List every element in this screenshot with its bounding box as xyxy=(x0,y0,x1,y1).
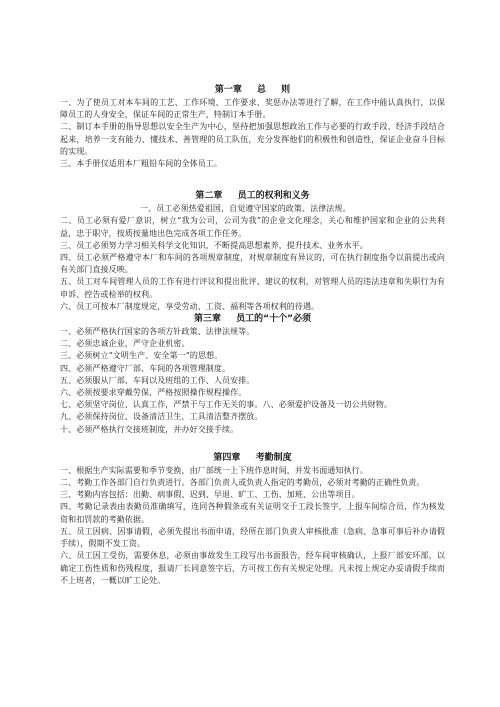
chapter-4 xyxy=(60,452,445,587)
chapter-2-item: 二、员工必须有爱厂意识，树立“我为公司，公司为我”的企业文化理念，关心和维护国家和企业的公共利益，忠于职守，按质按量地出色完成各项工作任务。 xyxy=(60,216,445,238)
chapter-3 xyxy=(60,313,445,436)
chapter-3-item: 九、必须保持岗位、设备清洁卫生，工具清洁整齐摆放。 xyxy=(60,412,263,422)
chapter-1-title-2: 则 xyxy=(281,85,291,95)
chapter-2-title: 员工的权利和义务 xyxy=(237,191,310,202)
chapter-2-item: 四、员工必须严格遵守本厂和车间的各项规章制度，对规章制度有异议的，可在执行制度指令以前提出或向有关部门直接反映。 xyxy=(60,253,445,275)
chapter-4-item: 三、考勤内容包括：出勤、病事假、迟到、早退、旷工、工伤、加班、公出等项目。 xyxy=(60,490,360,500)
chapter-2-number: 第二章 xyxy=(195,191,223,202)
chapter-4-item: 一、根据生产实际需要和季节变换，由厂部统一上下班作息时间，并发书面通知执行。 xyxy=(60,465,368,475)
chapter-3-item: 四、必须严格遵守厂部、车间的各项管理制度。 xyxy=(60,363,231,373)
chapter-3-title: 员工的“十个”必须 xyxy=(236,314,311,325)
chapter-1-title: 总 xyxy=(256,85,266,95)
chapter-3-item: 三、必须树立“文明生产、安全第一”的思想。 xyxy=(60,351,223,361)
chapter-2-item: 五、员工对车间管理人员的工作有进行评议和提出批评、建议的权利，对管理人员的违法违章和失职行为有申诉、控告或检举的权利。 xyxy=(60,277,445,299)
chapter-4-title: 考勤制度 xyxy=(255,452,292,463)
chapter-1-item: 三、本手册仅适用本厂粗铅车间的全体员工。 xyxy=(60,159,222,169)
chapter-3-number: 第三章 xyxy=(194,314,222,325)
chapter-4-number: 第四章 xyxy=(213,452,241,463)
chapter-1-number: 第一章 xyxy=(214,85,242,95)
chapter-4-item: 二、考勤工作各部门自行负责进行。各部门负责人或负责人指定的考勤员，必须对考勤的正确性负责。 xyxy=(60,478,425,488)
chapter-4-item: 四、考勤记录表由表勤员准确填写，连同各种假条或有关证明交于工段长签字，上报车间综合员，作为核发资和扣罚款的考勤依据。 xyxy=(60,502,445,524)
chapter-2-item: 六、员工可按本厂制度规定，享受劳动、工资、福利等各项权利的待遇。 xyxy=(60,301,320,311)
chapter-3-item: 五、必须服从厂部、车间以及班组的工作、人员安排。 xyxy=(60,375,255,385)
chapter-4-item: 六、员工因工受伤，需要休息，必须由事故发生工段写出书面报告，经车间审核确认，上报厂部安环部，以确定工伤性质和伤残程度，报请厂长同意签字后，方可按工伤有关规定处理。凡未按上规定办妥请假手续而不上班者，一概以旷工论处。 xyxy=(60,551,445,585)
chapter-3-item: 一、必须严格执行国家的各项方针政策、法律法规等。 xyxy=(60,327,255,337)
chapter-1-item: 二、制订本手册的指导思想以安全生产为中心，坚持把加强思想政治工作与必要的行政手段、经济手段结合起来，培养一支有能力、懂技术、善管理的员工队伍，充分发挥他们的积极性和创造性，保证企业奋斗目标的实现。 xyxy=(60,122,445,156)
chapter-3-item: 七、必须坚守岗位、认真工作，严禁干与工作无关的事。八、必须爱护设备及一切公共财物。 xyxy=(60,400,393,410)
chapter-4-heading xyxy=(60,452,445,465)
chapter-2-item: 三、员工必须努力学习相关科学文化知识，不断提高思想素养，提升技术、业务水平。 xyxy=(60,240,368,250)
chapter-1 xyxy=(60,84,445,170)
chapter-3-item: 六、必须按要求穿戴劳保，严格按照操作规程操作。 xyxy=(60,388,247,398)
chapter-2-heading xyxy=(60,190,445,203)
chapter-3-item: 二、必须忠诚企业，严守企业机密。 xyxy=(60,339,190,349)
document-body xyxy=(60,84,445,587)
chapter-3-item: 十、必须严格执行交接班制度，并办好交接手续。 xyxy=(60,424,239,434)
chapter-3-heading xyxy=(60,313,445,326)
chapter-2 xyxy=(60,190,445,313)
chapter-1-item: 一、为了使员工对本车间的工艺、工作环境、工作要求、奖惩办法等进行了解，在工作中能认真执行，以保障员工的人身安全，保证车间的正常生产，特制订本手册。 xyxy=(60,98,445,120)
chapter-1-heading xyxy=(60,84,445,97)
chapter-4-item: 五、员工因病、因事请假，必须先提出书面申请，经所在部门负责人审核批准（急病、急事可事后补办请假手续），假期不发工资。 xyxy=(60,526,445,549)
chapter-2-item: 一、员工必须热爱祖国，自觉遵守国家的政策、法律法规。 xyxy=(140,204,351,214)
